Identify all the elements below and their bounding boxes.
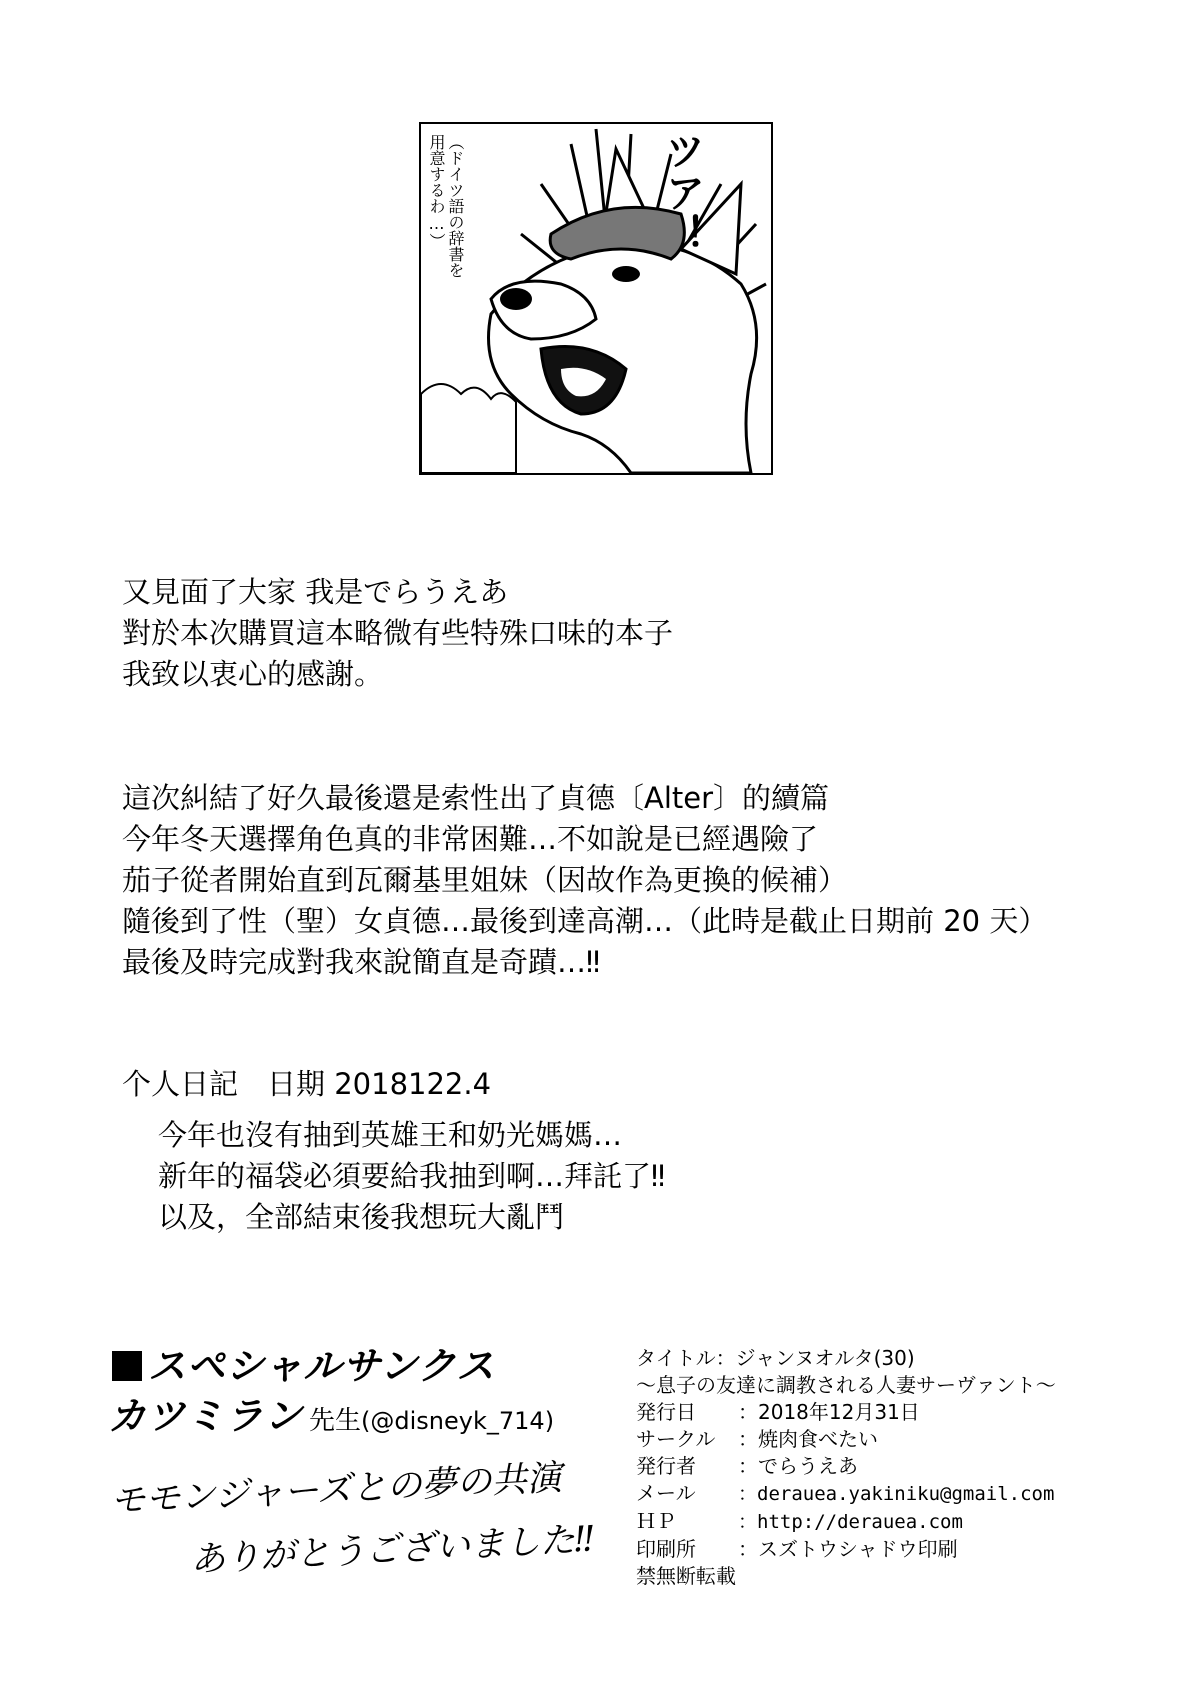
colophon-row	[636, 1453, 1056, 1480]
colophon-row	[636, 1480, 1056, 1508]
text-line: 又見面了大家 我是でらうえあ	[122, 575, 509, 609]
text-line: 我致以衷心的感謝。	[122, 657, 384, 691]
text-line: 茄子從者開始直到瓦爾基里姐妹（因故作為更換的候補）	[122, 863, 848, 897]
colophon	[636, 1345, 1056, 1590]
square-bullet-icon	[112, 1351, 142, 1381]
colophon-title-row	[636, 1345, 1056, 1372]
diary-line: 新年的福袋必須要給我抽到啊…拜託了‼	[158, 1159, 666, 1193]
colophon-footer: 禁無断転載	[636, 1564, 736, 1588]
colophon-label: ＨＰ	[636, 1509, 676, 1533]
special-thanks-title	[112, 1335, 495, 1390]
aside-note-line: 用意するわ…）	[427, 134, 446, 249]
text-line: 隨後到了性（聖）女貞德…最後到達高潮…（此時是截止日期前 20 天）	[122, 904, 1048, 938]
colophon-value: ：焼肉食べたい	[738, 1427, 878, 1451]
shout-text: ツア！	[659, 130, 705, 256]
colophon-subtitle: ～息子の友達に調教される人妻サーヴァント～	[636, 1373, 1056, 1397]
artist-name: カツミラン	[108, 1394, 304, 1438]
text-line: 對於本次購買這本略微有些特殊口味的本子	[122, 616, 674, 650]
colophon-title-value: ジャンヌオルタ(30)	[735, 1346, 915, 1370]
colophon-value: ：2018年12月31日	[738, 1400, 920, 1424]
greeting-paragraph	[122, 572, 673, 695]
colophon-value: ：でらうえあ	[738, 1454, 858, 1478]
colophon-label: 印刷所	[636, 1537, 696, 1561]
handwritten-message-line: モモンジャーズとの夢の共演	[109, 1458, 563, 1522]
handwritten-message-line: ありがとうございました‼	[189, 1519, 595, 1581]
colophon-email: ：deraueа.yakiniku@gmail.com	[738, 1483, 1055, 1505]
artist-handle: (@disneyk_714)	[361, 1407, 555, 1435]
artist-honorific: 先生	[309, 1406, 362, 1436]
text-line: 今年冬天選擇角色真的非常困難…不如說是已經遇險了	[122, 822, 819, 856]
colophon-title-label: タイトル：	[636, 1346, 736, 1370]
text-line: 最後及時完成對我來說簡直是奇蹟…‼	[122, 945, 601, 979]
guest-artist	[108, 1385, 554, 1440]
colophon-label: サークル	[636, 1427, 716, 1451]
diary-heading: 个人日記 日期 2018122.4	[122, 1067, 492, 1101]
colophon-label: メール	[636, 1481, 696, 1505]
colophon-row	[636, 1426, 1056, 1453]
colophon-label: 発行者	[636, 1454, 696, 1478]
colophon-value: ：スズトウシャドウ印刷	[738, 1537, 958, 1561]
wolf-character-drawing	[421, 124, 771, 473]
colophon-homepage: ：http://derauea.com	[738, 1511, 963, 1533]
colophon-row	[636, 1536, 1056, 1563]
diary-line: 以及，全部結束後我想玩大亂鬥	[158, 1200, 565, 1234]
colophon-row	[636, 1508, 1056, 1536]
text-line: 這次糾結了好久最後還是索性出了貞德〔Alter〕的續篇	[122, 781, 830, 815]
special-thanks-label: スペシャルサンクス	[148, 1344, 496, 1388]
illustration-panel	[419, 122, 773, 475]
diary-line: 今年也沒有抽到英雄王和奶光媽媽…	[158, 1118, 623, 1152]
diary-section	[122, 1064, 665, 1238]
story-paragraph	[122, 778, 1047, 983]
colophon-label: 発行日	[636, 1400, 696, 1424]
aside-note	[427, 134, 465, 278]
aside-note-line: （ドイツ語の辞書を	[446, 134, 465, 278]
colophon-row	[636, 1399, 1056, 1426]
